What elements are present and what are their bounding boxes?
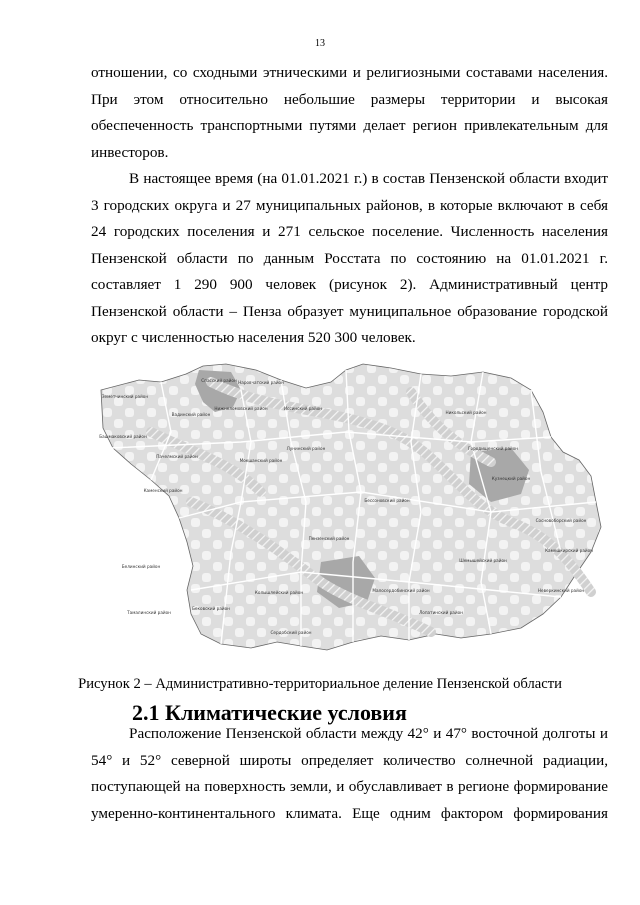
label-bekovsky: Бековский район	[192, 606, 230, 611]
label-nizhnelomovsky: Нижнеломовский район	[214, 406, 268, 411]
paragraph-population-intro: отношении, со сходными этническими и религиозными составами населения. При этом относительно небольшие размеры территории и высокая обеспеченность транспортными путями делает регион привлекательным для инвесторов.	[91, 64, 608, 161]
label-kuznetsky: Кузнецкий район	[491, 476, 531, 481]
label-mokshansky: Мокшанский район	[239, 458, 283, 463]
label-shemysheysky: Шемышейский район	[459, 558, 507, 563]
label-vadinsky: Вадинский район	[171, 412, 211, 417]
label-sosnovoborsky: Сосновоборский район	[535, 518, 587, 523]
label-maloserdobinsky: Малосердобинский район	[372, 588, 430, 593]
label-luninsky: Лунинский район	[286, 446, 326, 451]
label-pachelmsky: Пачелмский район	[156, 454, 198, 459]
label-kameshkirsky: Камешкирский район	[545, 548, 593, 553]
label-spassky: Спасский район	[201, 378, 237, 383]
page-number: 13	[315, 38, 325, 49]
label-lopatinsky: Лопатинский район	[419, 610, 463, 615]
label-kolyshleysky: Колышлейский район	[254, 590, 304, 595]
paragraph-administrative-division: В настоящее время (на 01.01.2021 г.) в состав Пензенской области входит 3 городских округа и 27 муниципальных районов, в которые включают в себя 24 городских поселения и 271 сельское поселение. Численность населения Пензенской области по данным Росстата по состоянию на 01.01.2021 г. составляет 1 290 900 человек (рисунок 2). Административный центр Пензенской области – Пенза образует муниципальное образование городской округ с численностью населения 520 300 человек.	[91, 170, 608, 346]
region-outline	[101, 364, 601, 650]
label-bessonovsky: Бессоновский район	[364, 498, 410, 503]
label-penzensky: Пензенский район	[308, 536, 350, 541]
label-gorodishchensky: Городищенский район	[467, 446, 519, 451]
label-bashmakovsky: Башмаковский район	[99, 434, 147, 439]
label-kamensky: Каменский район	[143, 488, 183, 493]
label-serdobsky: Сердобский район	[270, 630, 312, 635]
label-neverkinsky: Неверкинский район	[537, 588, 585, 593]
label-nikolsky: Никольский район	[445, 410, 487, 415]
paragraph-climate: Расположение Пензенской области между 42° и 47° восточной долготы и 54° и 52° северной широты определяет количество солнечной радиации, поступающей на поверхность земли, и обуславливает в регионе формирование умеренно-континентального климата. Еще одним фактором формирования	[91, 725, 608, 822]
label-tamalinsky: Тамалинский район	[127, 610, 171, 615]
label-issinsky: Иссинский район	[283, 406, 323, 411]
penza-region-map	[91, 352, 611, 652]
climate-text	[91, 721, 608, 827]
label-zemetchinsky: Земетчинский район	[101, 394, 149, 399]
body-text	[91, 60, 608, 352]
label-narovchatsky: Наровчатский район	[238, 380, 284, 385]
label-belinsky: Белинский район	[121, 564, 161, 569]
section-heading: 2.1 Климатические условия	[132, 700, 407, 725]
figure-caption: Рисунок 2 – Административно-территориальное деление Пензенской области	[78, 676, 562, 692]
